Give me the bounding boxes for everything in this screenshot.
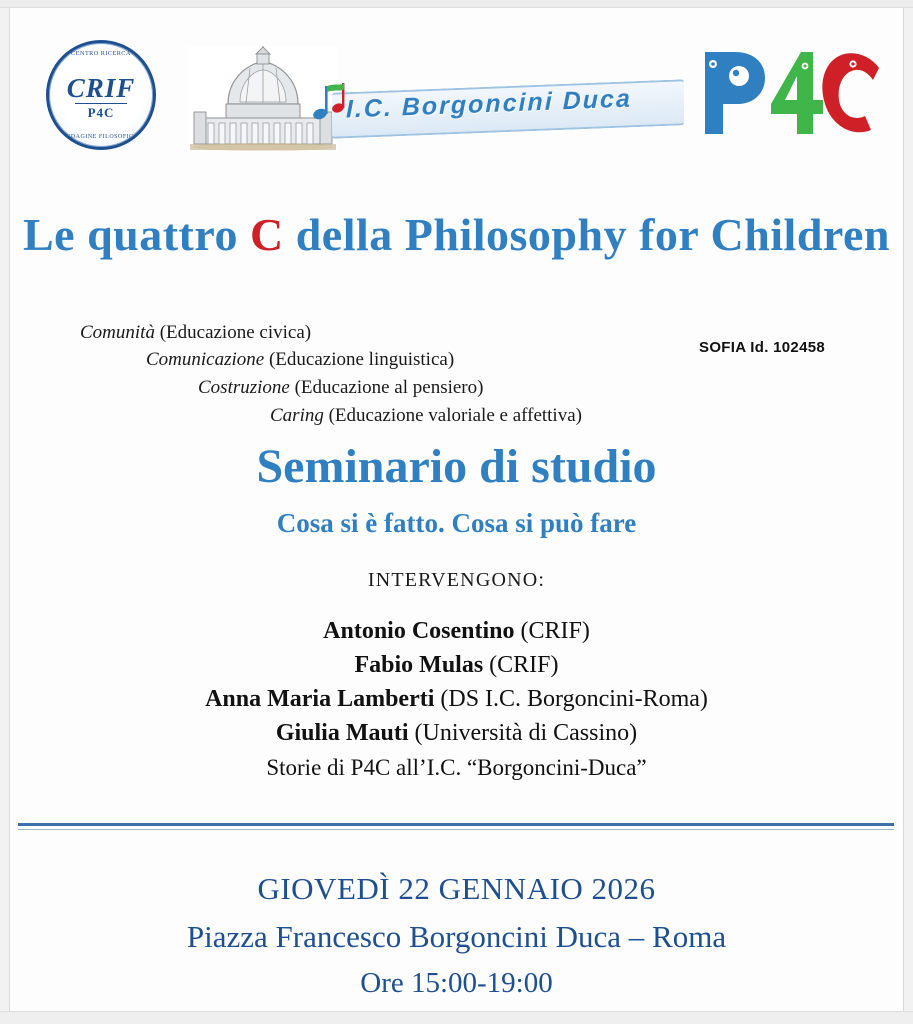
title-part-2: della Philosophy for Children (283, 209, 891, 260)
speakers-note: Storie di P4C all’I.C. “Borgoncini-Duca” (266, 754, 647, 780)
school-wordmark-text: I.C. Borgoncini Duca (346, 84, 632, 124)
event-time: Ore 15:00-19:00 (360, 966, 553, 999)
seminar-heading: Seminario di studio (256, 439, 657, 493)
event-date: GIOVEDÌ 22 GENNAIO 2026 (257, 870, 656, 906)
speaker-name: Fabio Mulas (354, 651, 484, 678)
school-wordmark (310, 80, 690, 136)
crif-ring-bottom-label: INDAGINE FILOSOFICA (63, 134, 139, 140)
speaker-name: Giulia Mauti (275, 719, 409, 746)
four-c-desc: (Educazione valoriale e affettiva) (328, 404, 582, 426)
page-edge-left (0, 0, 10, 1024)
page-edge-bottom (0, 1011, 913, 1024)
poster-content (10, 8, 903, 1012)
four-c-key: Comunicazione (146, 349, 265, 371)
divider-line-thin (18, 829, 894, 830)
four-c-list (80, 319, 640, 430)
speakers-label: INTERVENGONO: (367, 568, 546, 591)
divider (10, 819, 903, 835)
speakers-list (10, 614, 903, 785)
speaker-affiliation: (DS I.C. Borgoncini-Roma) (440, 685, 708, 712)
p4c-logo (693, 42, 883, 144)
seminar-subtitle: Cosa si è fatto. Cosa si può fare (276, 507, 637, 538)
divider-line-thick (18, 823, 894, 826)
p4c-letter-c (822, 53, 879, 132)
speaker-affiliation: (CRIF) (489, 651, 559, 678)
music-notes-icon (310, 74, 358, 132)
list-item (10, 648, 903, 682)
event-place: Piazza Francesco Borgoncini Duca – Roma (186, 918, 727, 954)
speaker-name: Anna Maria Lamberti (205, 685, 435, 712)
page-edge-right (903, 0, 913, 1024)
list-item (80, 319, 640, 347)
crif-logo (46, 40, 156, 150)
four-c-block (10, 319, 903, 431)
list-item (80, 402, 640, 430)
four-c-key: Costruzione (198, 377, 290, 399)
logo-row (10, 32, 903, 152)
crif-divider-line (75, 103, 127, 104)
four-c-desc: (Educazione linguistica) (268, 349, 455, 371)
page-edge-top (0, 0, 913, 8)
list-item (10, 716, 903, 750)
speaker-affiliation: (Università di Cassino) (414, 719, 638, 746)
list-item (10, 614, 903, 648)
crif-acronym: CRIF (66, 73, 136, 103)
title-part-1: Le quattro (22, 209, 250, 260)
p4c-letter-4 (771, 52, 823, 134)
list-item (80, 374, 640, 402)
list-item (80, 346, 640, 374)
crif-ring-top-label: CENTRO RICERCA (71, 50, 131, 57)
speaker-affiliation: (CRIF) (520, 617, 590, 644)
list-item (10, 682, 903, 716)
title-highlight-c: C (249, 209, 284, 260)
four-c-desc: (Educazione civica) (159, 321, 312, 343)
sofia-id-badge: SOFIA Id. 102458 (699, 338, 825, 356)
four-c-key: Caring (270, 404, 324, 426)
four-c-key: Comunità (80, 321, 155, 343)
crif-program-label: P4C (87, 105, 115, 120)
p4c-letter-p (705, 52, 765, 134)
event-info (10, 871, 903, 1000)
page-title (10, 210, 903, 261)
four-c-desc: (Educazione al pensiero) (294, 377, 484, 399)
speaker-name: Antonio Cosentino (323, 617, 515, 644)
